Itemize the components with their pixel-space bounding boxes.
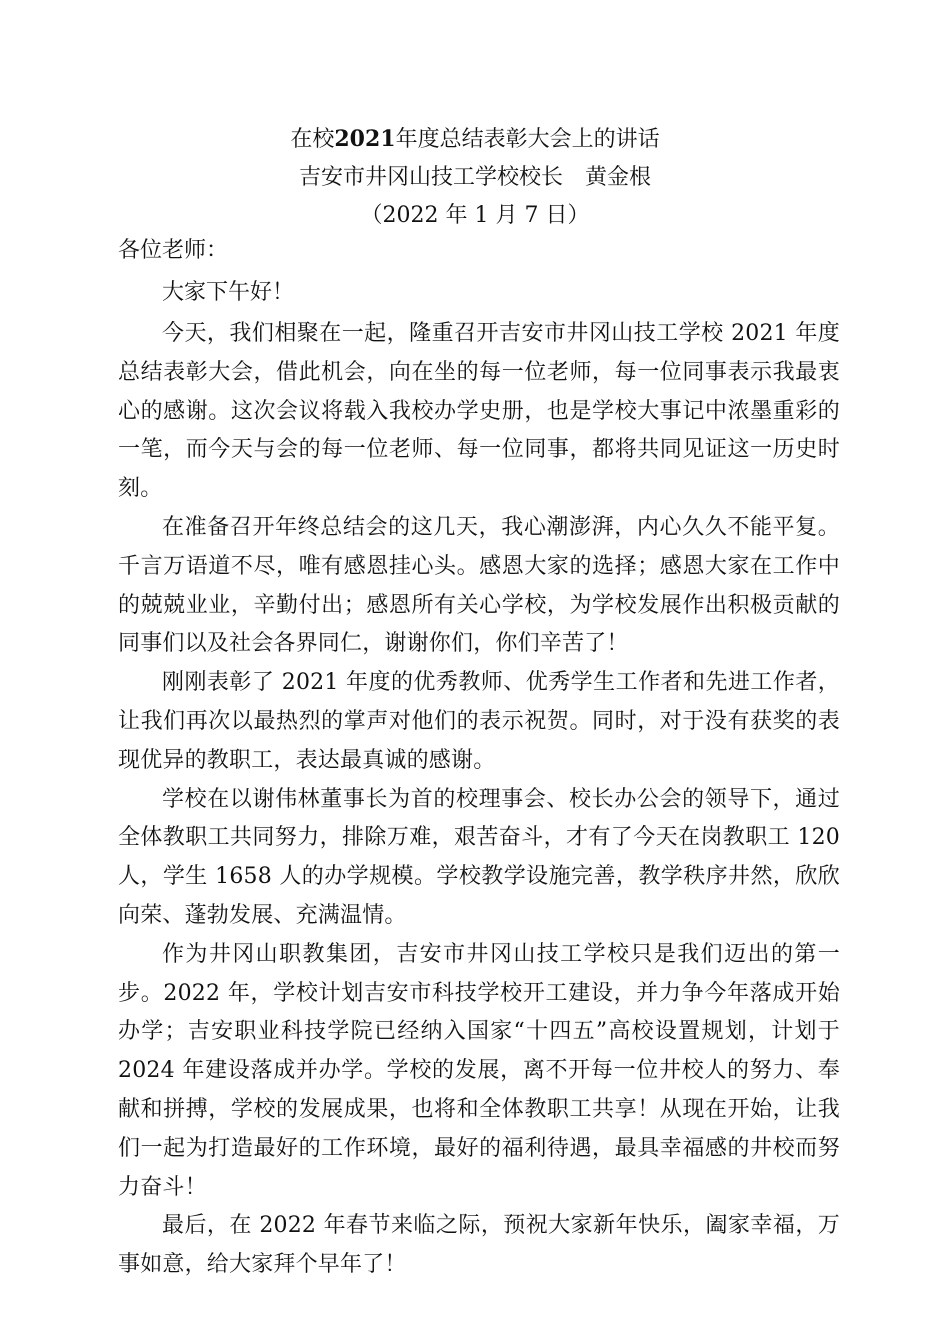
- paragraph-school-scale: 学校在以谢伟林董事长为首的校理事会、校长办公会的领导下，通过全体教职工共同努力，排除万难，艰苦奋斗，才有了今天在岗教职工 120 人，学生 1658 人的办学规模。学校教学设施完善，教学秩序井然，欣欣向荣、蓬勃发展、充满温情。: [118, 786, 840, 928]
- title-prefix: 在校: [290, 127, 335, 152]
- title-block: [0, 120, 950, 235]
- date-line: （2022 年 1 月 7 日）: [360, 203, 590, 228]
- speech-body: [118, 231, 840, 1285]
- paragraph-future-plans: 作为井冈山职教集团，吉安市井冈山技工学校只是我们迈出的第一步。2022 年，学校计划吉安市科技学校开工建设，并力争今年落成开始办学；吉安职业科技学院已经纳入国家“十四五”高校设置规划，计划于 2024 年建设落成并办学。学校的发展，离不开每一位井校人的努力、奉献和拼搏，学校的发展成果，也将和全体教职工共享！从现在开始，让我们一起为打造最好的工作环境，最好的福利待遇，最具幸福感的井校而努力奋斗！: [118, 941, 840, 1200]
- author-line: 吉安市井冈山技工学校校长 黄金根: [298, 165, 651, 190]
- title-suffix: 年度总结表彰大会上的讲话: [395, 127, 660, 152]
- speech-title: [0, 120, 950, 159]
- paragraph-awards: 刚刚表彰了 2021 年度的优秀教师、优秀学生工作者和先进工作者，让我们再次以最热烈的掌声对他们的表示祝贺。同时，对于没有获奖的表现优异的教职工，表达最真诚的感谢。: [118, 670, 840, 773]
- salutation: 各位老师：: [118, 238, 229, 263]
- paragraph-new-year-wishes: 最后，在 2022 年春节来临之际，预祝大家新年快乐，阖家幸福，万事如意，给大家拜个早年了！: [118, 1213, 840, 1278]
- title-year: 2021: [334, 126, 396, 152]
- greeting: 大家下午好！: [162, 280, 295, 305]
- paragraph-gratitude: 在准备召开年终总结会的这几天，我心潮澎湃，内心久久不能平复。千言万语道不尽，唯有感恩挂心头。感恩大家的选择；感恩大家在工作中的兢兢业业，辛勤付出；感恩所有关心学校，为学校发展作出积极贡献的同事们以及社会各界同仁，谢谢你们，你们辛苦了！: [118, 514, 840, 657]
- paragraph-opening: 今天，我们相聚在一起，隆重召开吉安市井冈山技工学校 2021 年度总结表彰大会，借此机会，向在坐的每一位老师，每一位同事表示我最衷心的感谢。这次会议将载入我校办学史册，也是学校大事记中浓墨重彩的一笔，而今天与会的每一位老师、每一位同事，都将共同见证这一历史时刻。: [118, 321, 840, 502]
